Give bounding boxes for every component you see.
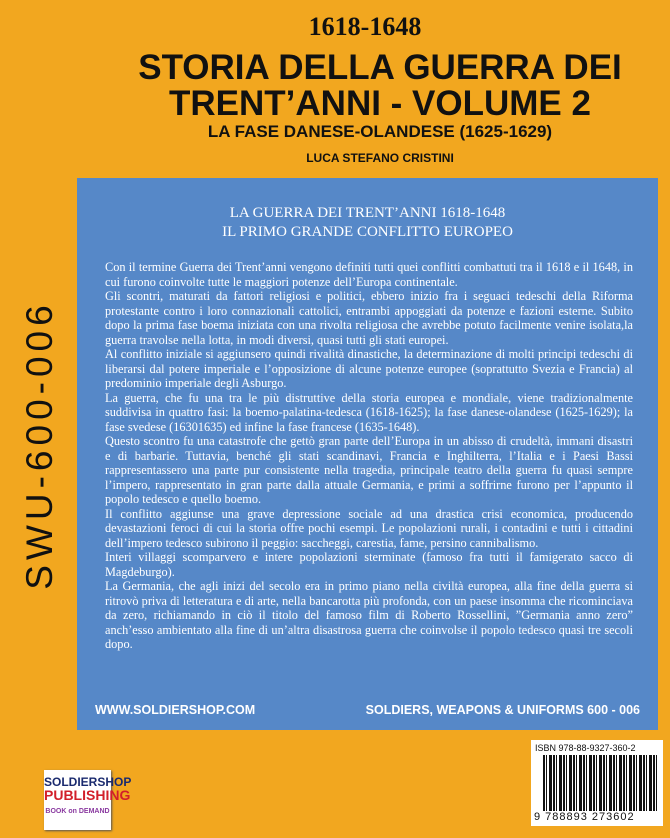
publisher-logo bbox=[44, 770, 132, 830]
paragraph: La Germania, che agli inizi del secolo era in primo piano nella civiltà europea, alla fine della guerra si ritrovò priva di letteratura e di arte, nella bancarotta più profonda, con un paese insomma che ricominciava da zero, richiamando in ciò il titolo del famoso film di Roberto Rossellini, ”Germania anno zero” anch’esso ambientato alla fine di un’altra disastrosa guerra che coinvolse il popolo tedesco quasi tre secoli dopo. bbox=[105, 579, 633, 651]
series-label: SOLDIERS, WEAPONS & UNIFORMS 600 - 006 bbox=[365, 703, 640, 717]
logo-line-1: SOLDIERSHOP bbox=[44, 775, 132, 789]
subtitle: LA FASE DANESE-OLANDESE (1625-1629) bbox=[207, 122, 553, 141]
logo-line-2: PUBLISHING bbox=[44, 787, 131, 803]
barcode-number: 9 788893 273602 bbox=[534, 811, 635, 823]
description-body bbox=[105, 260, 633, 652]
spine-code: SWU-600-006 bbox=[19, 300, 60, 590]
panel-title-line-2: IL PRIMO GRANDE CONFLITTO EUROPEO bbox=[222, 224, 513, 240]
title-line-2: TRENT’ANNI - VOLUME 2 bbox=[169, 84, 591, 123]
logo-line-3: BOOK on DEMAND bbox=[45, 808, 110, 815]
barcode-box bbox=[531, 740, 663, 826]
paragraph: Gli scontri, maturati da fattori religiosi e politici, ebbero inizio fra i seguaci tedeschi della Riforma protestante contro i loro connazionali cattolici, entrambi appoggiati da potenze e fazioni esterne. Subito dopo la prima fase boema iniziata con una rivolta religiosa che avrebbe potuto facilmente venire isolata,la guerra travolse nella lotta, in modi diversi, quasi tutti gli stati europei. bbox=[105, 289, 633, 347]
isbn-label: ISBN 978-88-9327-360-2 bbox=[535, 743, 636, 753]
paragraph: La guerra, che fu una tra le più distruttive della storia europea e mondiale, viene tradizionalmente suddivisa in quattro fasi: la boemo-palatina-tedesca (1618-1625); la fase danese-olandese (1625-1629); la fase svedese (16301635) ed infine la fase francese (1635-1648). bbox=[105, 390, 633, 434]
paragraph: Questo scontro fu una catastrofe che gettò gran parte dell’Europa in un abisso di crudeltà, immani disastri e di barbarie. Tuttavia, benché gli stati scandinavi, Francia e Inghilterra, l’Italia e i Paesi Bassi rappresentassero una parte pur consistente nella tragedia, principale teatro della guerra fu quasi sempre l’impero, rappresentato in gran parte dalla attuale Germania, e primi a soffrirne furono per l’appunto il popolo tedesco e quello boemo. bbox=[105, 434, 633, 506]
year-range: 1618-1648 bbox=[308, 12, 422, 41]
paragraph: Il conflitto aggiunse una grave depressione sociale ad una drastica crisi economica, producendo devastazioni feroci di cui la storia offre pochi esempi. Le popolazioni rurali, i contadini e tutti i cittadini dell’impero tedesco subirono il peggio: saccheggi, carestia, fame, persino cannibalismo. bbox=[105, 506, 633, 550]
panel-title-line-1: LA GUERRA DEI TRENT’ANNI 1618-1648 bbox=[229, 205, 506, 221]
paragraph: Con il termine Guerra dei Trent’anni vengono definiti tutti quei conflitti combattuti tra il 1618 e il 1648, in cui furono coinvolte tutte le maggiori potenze dell’Europa continentale. bbox=[105, 260, 633, 289]
paragraph: Al conflitto iniziale si aggiunsero quindi rivalità dinastiche, la determinazione di molti principi tedeschi di liberarsi dal potere imperiale e l’opposizione di alcune potenze europee (soprattutto Svezia e Francia) al predominio imperiale degli Asburgo. bbox=[105, 347, 633, 390]
description-panel bbox=[77, 178, 658, 730]
website-link[interactable]: WWW.SOLDIERSHOP.COM bbox=[95, 703, 256, 717]
author: LUCA STEFANO CRISTINI bbox=[306, 151, 454, 165]
book-title bbox=[100, 50, 660, 122]
title-line-1: STORIA DELLA GUERRA DEI bbox=[138, 48, 622, 87]
panel-title bbox=[77, 204, 658, 242]
paragraph: Interi villaggi scomparvero e intere popolazioni sterminate (famoso fra tutti il famigerato sacco di Magdeburgo). bbox=[105, 550, 633, 579]
barcode-icon bbox=[543, 755, 657, 811]
panel-footer bbox=[77, 690, 658, 730]
